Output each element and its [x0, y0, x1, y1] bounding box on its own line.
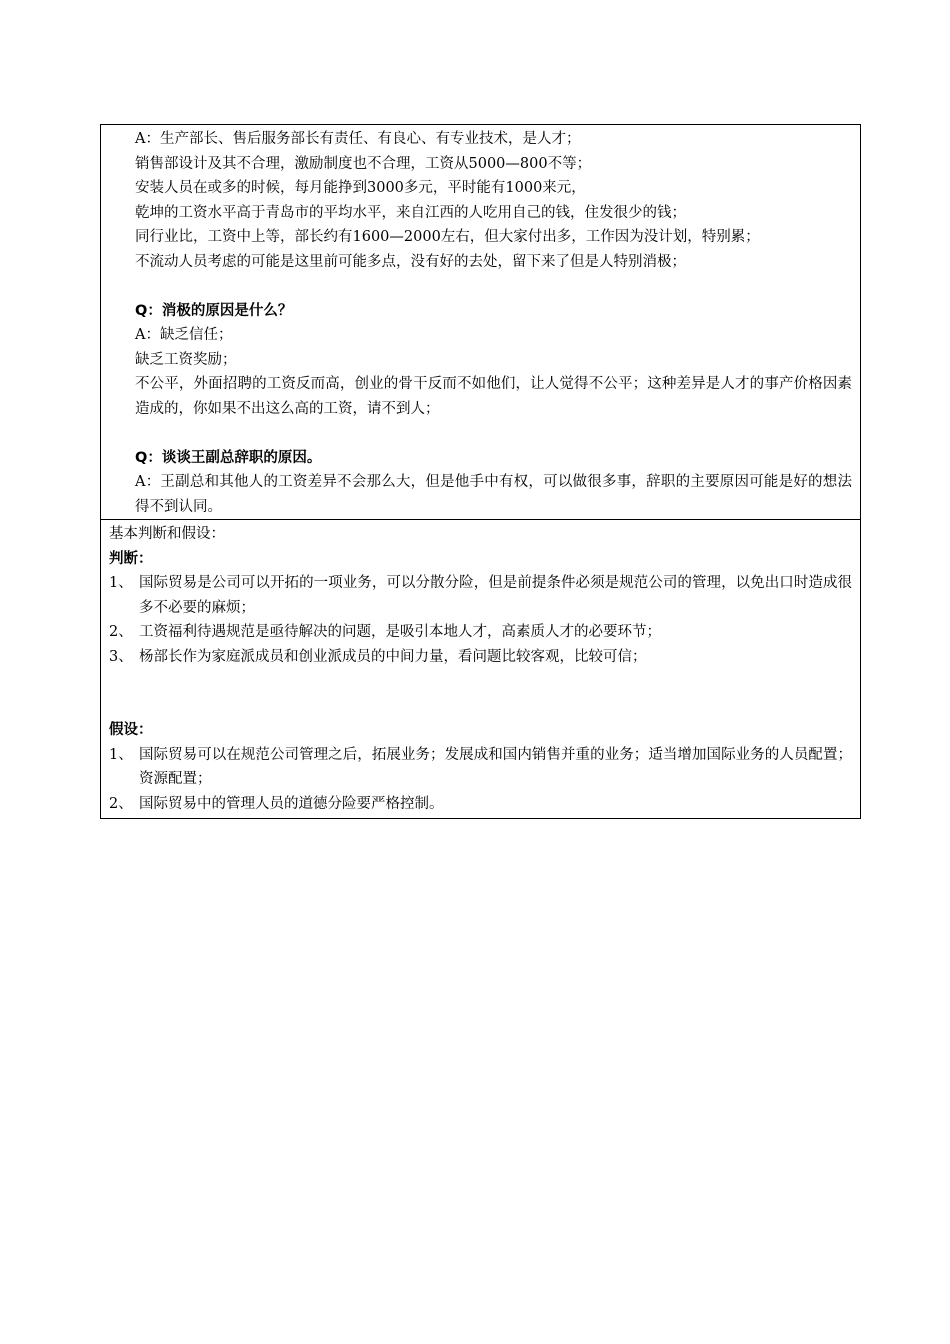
- answer-line: 销售部设计及其不合理，激励制度也不合理，工资从5000—800不等；: [135, 155, 592, 172]
- question-heading: Q：消极的原因是什么？: [135, 302, 293, 319]
- list-item: [109, 645, 852, 670]
- answer-line: 缺乏工资奖励；: [135, 351, 237, 368]
- list-item: [109, 743, 852, 792]
- blank-line: [135, 274, 852, 299]
- list-item: [109, 571, 852, 620]
- section-heading: 基本判断和假设：: [109, 526, 225, 542]
- item-number: 2、: [109, 795, 133, 812]
- answer-line: 乾坤的工资水平高于青岛市的平均水平，来自江西的人吃用自己的钱，住发很少的钱；: [135, 204, 686, 221]
- item-number: 3、: [109, 648, 133, 665]
- item-number: 2、: [109, 624, 133, 640]
- answer-line: A：缺乏信任；: [135, 327, 233, 343]
- blank-line: [135, 421, 852, 446]
- item-text: 工资福利待遇规范是亟待解决的问题，是吸引本地人才，高素质人才的必要环节；: [139, 624, 661, 640]
- item-text: 国际贸易是公司可以开拓的一项业务，可以分散分险，但是前提条件必须是规范公司的管理，以免出口时造成很多不必要的麻烦；: [139, 575, 852, 616]
- judge-label: 判断：: [109, 550, 153, 567]
- answer-paragraph: A：王副总和其他人的工资差异不会那么大，但是他手中有权，可以做很多事，辞职的主要原因可能是好的想法得不到认同。: [135, 474, 852, 515]
- answer-paragraph: 不公平，外面招聘的工资反而高，创业的骨干反而不如他们，让人觉得不公平；这种差异是人才的事产价格因素造成的，你如果不出这么高的工资，请不到人；: [135, 376, 852, 417]
- item-text: 国际贸易可以在规范公司管理之后，拓展业务；发展成和国内销售并重的业务；适当增加国际业务的人员配置；资源配置；: [139, 746, 852, 787]
- document-table: [100, 124, 861, 819]
- item-text: 杨部长作为家庭派成员和创业派成员的中间力量，看问题比较客观，比较可信；: [139, 648, 647, 665]
- item-text: 国际贸易中的管理人员的道德分险要严格控制。: [139, 795, 444, 812]
- answer-line: 不流动人员考虑的可能是这里前可能多点，没有好的去处，留下来了但是人特别消极；: [135, 253, 686, 270]
- list-item: [109, 792, 852, 817]
- question-heading: Q：谈谈王副总辞职的原因。: [135, 449, 322, 466]
- interview-cell: [101, 125, 860, 520]
- blank-space: [109, 669, 852, 718]
- item-number: 1、: [109, 746, 133, 763]
- item-number: 1、: [109, 575, 133, 591]
- answer-line: A：生产部长、售后服务部长有责任、有良心、有专业技术，是人才；: [135, 131, 581, 147]
- answer-line: 安装人员在或多的时候，每月能挣到3000多元，平时能有1000来元，: [135, 180, 586, 196]
- list-item: [109, 620, 852, 645]
- judgement-cell: [101, 520, 860, 818]
- assume-label: 假设：: [109, 722, 153, 738]
- answer-line: 同行业比，工资中上等，部长约有1600—2000左右，但大家付出多，工作因为没计划，特别累；: [135, 229, 760, 245]
